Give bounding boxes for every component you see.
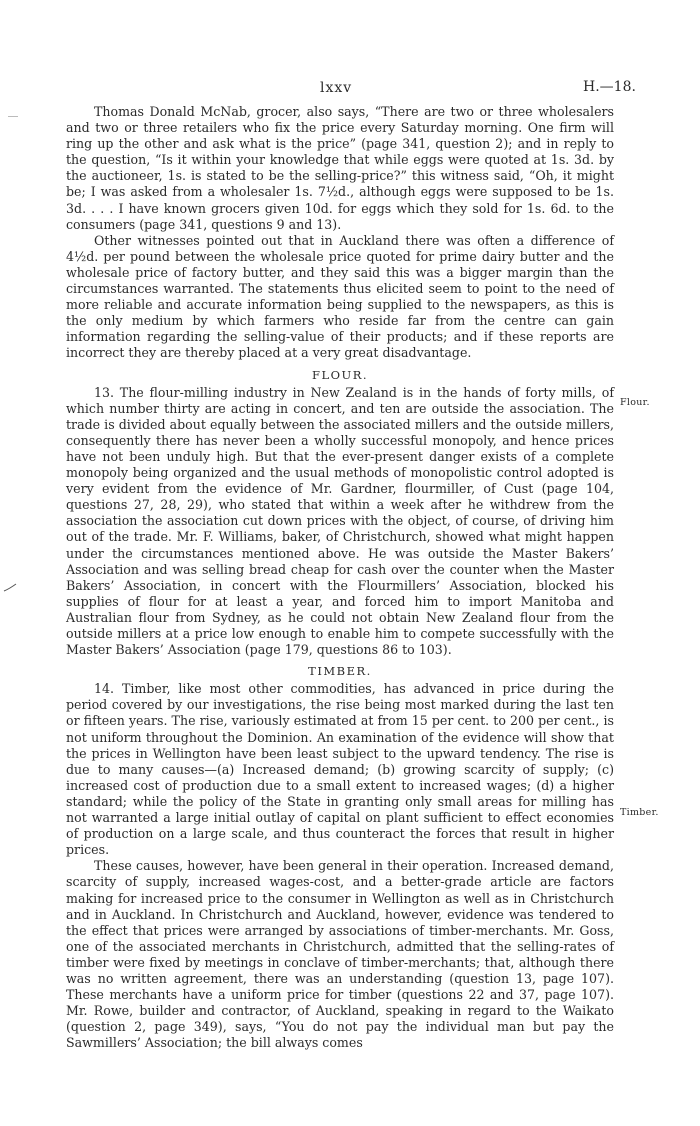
document-reference: H.—18. bbox=[583, 79, 636, 95]
page-number: lxxv bbox=[320, 80, 353, 96]
margin-note-flour: Flour. bbox=[620, 397, 650, 408]
pen-mark bbox=[3, 578, 17, 597]
paragraph-timber: 14. Timber, like most other commodities, has advanced in price during the period covered by our investigations, the rise being most marked during the last ten or fifteen years. The rise, variously estimated at from 15 per cent. to 200 per cent., is not uniform throughout the Dominion. An examination of the evidence will show that the prices in Wellington have been least subject to the upward tendency. The rise is due to many causes—(a) Increased demand; (b) growing scarcity of supply; (c) increased cost of production due to a small extent to increased wages; (d) a higher standard; while the policy of the State in granting only small areas for milling has not warranted a large initial outlay of capital on plant sufficient to effect economies of production on a large scale, and thus counteract the forces that result in higher prices. bbox=[66, 681, 614, 858]
margin-note-timber: Timber. bbox=[620, 807, 659, 818]
paragraph-causes: These causes, however, have been general in their operation. Increased demand, scarcity of supply, increased wages-cost, and a better-grade article are factors making for increased price to the consumer in Wellington as well as in Christchurch and in Auckland. In Christchurch and Auckland, however, evidence was tendered to the effect that prices were arranged by associations of timber-merchants. Mr. Goss, one of the associated merchants in Christchurch, admitted that the selling-rates of timber were fixed by meetings in conclave of timber-merchants; that, although there was no written agreement, there was an understanding (question 13, page 107). These merchants have a uniform price for timber (questions 22 and 37, page 107). Mr. Rowe, builder and contractor, of Auckland, speaking in regard to the Waikato (question 2, page 349), says, “You do not pay the individual man but pay the Sawmillers’ Association; the bill always comes bbox=[66, 858, 614, 1051]
body-text bbox=[66, 104, 614, 1051]
paragraph-mcnab: Thomas Donald McNab, grocer, also says, “There are two or three wholesalers and two or three retailers who fix the price every Saturday morning. One firm will ring up the other and ask what is the price” (page 341, question 2); and in reply to the question, “Is it within your knowledge that while eggs were quoted at 1s. 3d. by the auctioneer, 1s. is stated to be the selling-price?” this witness said, “Oh, it might be; I was asked from a wholesaler 1s. 7½d., although eggs were supposed to be 1s. 3d. . . . I have known grocers given 10d. for eggs which they sold for 1s. 6d. to the consumers (page 341, questions 9 and 13). bbox=[66, 104, 614, 232]
heading-flour: FLOUR. bbox=[311, 367, 369, 382]
paragraph-flour: 13. The flour-milling industry in New Zealand is in the hands of forty mills, of which number thirty are acting in concert, and ten are outside the association. The trade is divided about equally between the associated millers and the outside millers, consequently there has never been a wholly successful monopoly, and hence prices have not been unduly high. But that the ever-present danger exists of a complete monopoly being organized and the usual methods of monopolistic control adopted is very evident from the evidence of Mr. Gardner, flourmiller, of Cust (page 104, questions 27, 28, 29), who stated that within a week after he withdrew from the association the association cut down prices with the object, of course, of driving him out of the trade. Mr. F. Williams, baker, of Christchurch, showed what might happen under the circumstances mentioned above. He was outside the Master Bakers’ Association and was selling bread cheap for cash over the counter when the Master Bakers’ Association, in concert with the Flourmillers’ Association, blocked his supplies of flour for at least a year, and forced him to import Manitoba and Australian flour from Sydney, as he could not obtain New Zealand flour from the outside millers at a price low enough to enable him to compete successfully with the Master Bakers’ Association (page 179, questions 86 to 103). bbox=[66, 384, 614, 658]
paragraph-butter: Other witnesses pointed out that in Auckland there was often a difference of 4½d. per pound between the wholesale price quoted for prime dairy butter and the wholesale price of factory butter, and they said this was a bigger margin than the circumstances warranted. The statements thus elicited seem to point to the need of more reliable and accurate information being supplied to the newspapers, as this is the only medium by which farmers who reside far from the centre can gain information regarding the selling-value of their products; and if these reports are incorrect they are thereby placed at a very great disadvantage. bbox=[66, 232, 614, 361]
margin-tick-mark bbox=[8, 116, 18, 117]
heading-timber: TIMBER. bbox=[308, 664, 372, 679]
